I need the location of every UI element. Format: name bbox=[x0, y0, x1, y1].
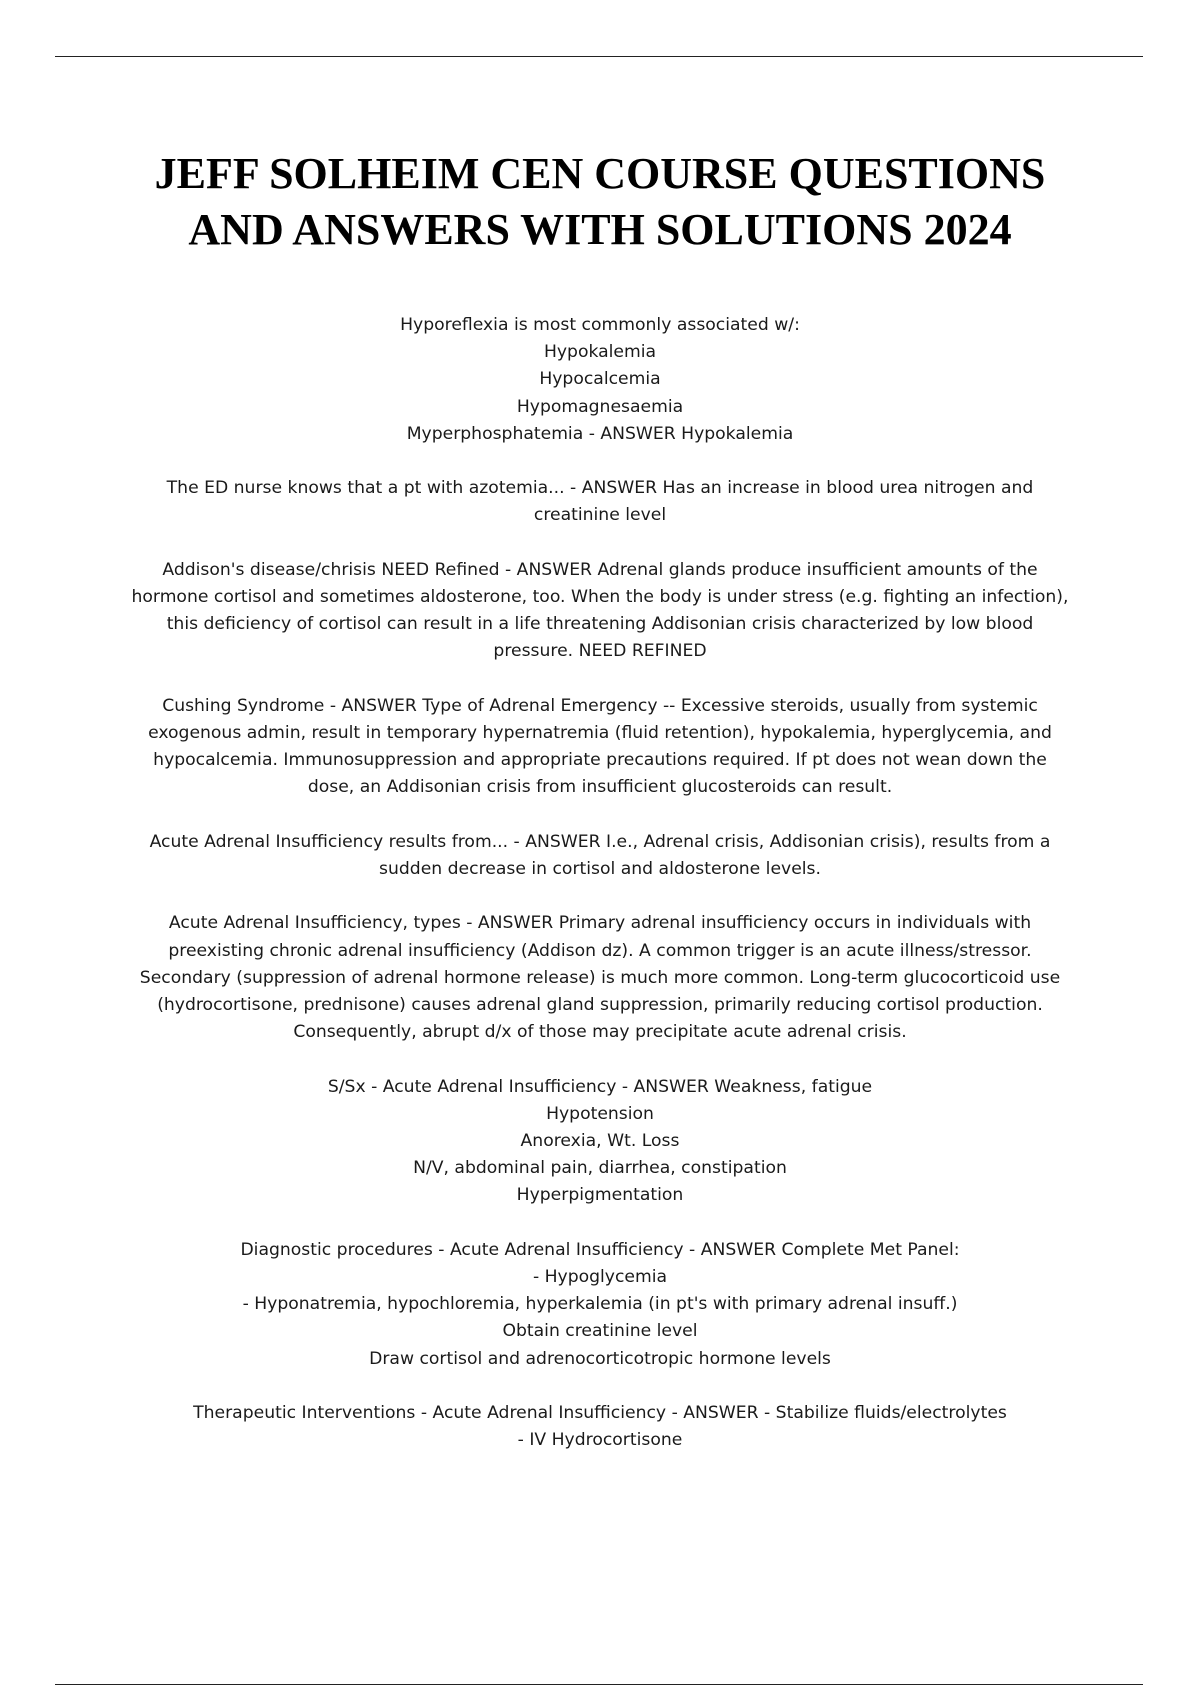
qa-entry bbox=[130, 829, 1070, 883]
qa-entry bbox=[130, 693, 1070, 802]
qa-text-line: Obtain creatinine level bbox=[502, 1321, 698, 1342]
qa-text-line: Hyperpigmentation bbox=[516, 1185, 684, 1206]
qa-entry bbox=[130, 1400, 1070, 1454]
qa-text: Addison's disease/chrisis NEED Refined - ANSWER Adrenal glands produce insufficient amounts of the hormone cortisol and sometimes aldosterone, too. When the body is under stress (e.g. fighting an infection), this deficiency of cortisol can result in a life threatening Addisonian crisis characterized by low blood pressure. NEED REFINED bbox=[131, 559, 1069, 662]
qa-text: S/Sx - Acute Adrenal Insufficiency - ANSWER Weakness, fatigue bbox=[327, 1076, 873, 1097]
qa-text-line: Draw cortisol and adrenocorticotropic hormone levels bbox=[369, 1348, 831, 1369]
qa-text-line: Hypocalcemia bbox=[539, 369, 661, 390]
qa-text-line: Hypokalemia bbox=[543, 342, 657, 363]
qa-text: Hyporeflexia is most commonly associated w/: bbox=[400, 315, 800, 335]
qa-list bbox=[130, 312, 1070, 1482]
qa-text: Cushing Syndrome - ANSWER Type of Adrenal Emergency -- Excessive steroids, usually from systemic exogenous admin, result in temporary hypernatremia (fluid retention), hypokalemia, hyperglycemia, and hypocalcemia. Immunosuppression and appropriate precautions required. If pt does not wean down the dose, an Addisonian crisis from insufficient glucosteroids can result. bbox=[148, 695, 1052, 798]
qa-text-line: - IV Hydrocortisone bbox=[517, 1430, 683, 1451]
qa-text-line: - Hyponatremia, hypochloremia, hyperkalemia (in pt's with primary adrenal insuff.) bbox=[242, 1294, 958, 1315]
qa-text-line: Myperphosphatemia - ANSWER Hypokalemia bbox=[406, 423, 794, 444]
top-rule bbox=[55, 56, 1143, 57]
qa-text-line: Anorexia, Wt. Loss bbox=[520, 1131, 680, 1151]
qa-text: Acute Adrenal Insufficiency, types - ANSWER Primary adrenal insufficiency occurs in individuals with preexisting chronic adrenal insufficiency (Addison dz). A common trigger is an acute illness/stressor. Secondary (suppression of adrenal hormone release) is much more common. Long-term glucocorticoid use (hydrocortisone, prednisone) causes adrenal gland suppression, primarily reducing cortisol production. Consequently, abrupt d/x of those may precipitate acute adrenal crisis. bbox=[139, 913, 1061, 1043]
qa-text-line: Hypomagnesaemia bbox=[516, 396, 684, 417]
qa-entry bbox=[130, 1237, 1070, 1373]
qa-text-line: - Hypoglycemia bbox=[532, 1267, 668, 1287]
qa-entry bbox=[130, 557, 1070, 666]
qa-entry bbox=[130, 475, 1070, 529]
qa-text-line: Hypotension bbox=[546, 1103, 654, 1124]
qa-entry bbox=[130, 910, 1070, 1046]
qa-text: Therapeutic Interventions - Acute Adrenal Insufficiency - ANSWER - Stabilize fluids/electrolytes bbox=[193, 1403, 1007, 1423]
qa-text: Acute Adrenal Insufficiency results from... - ANSWER I.e., Adrenal crisis, Addisonian crisis), results from a sudden decrease in cortisol and aldosterone levels. bbox=[149, 831, 1051, 879]
qa-text-line: N/V, abdominal pain, diarrhea, constipation bbox=[413, 1158, 787, 1179]
qa-text: Diagnostic procedures - Acute Adrenal Insufficiency - ANSWER Complete Met Panel: bbox=[240, 1239, 960, 1260]
qa-text: The ED nurse knows that a pt with azotemia... - ANSWER Has an increase in blood urea nitrogen and creatinine level bbox=[166, 478, 1034, 526]
bottom-rule bbox=[55, 1684, 1143, 1685]
page-title: JEFF SOLHEIM CEN COURSE QUESTIONS AND ANSWERS WITH SOLUTIONS 2024 bbox=[154, 149, 1046, 254]
qa-entry bbox=[130, 1074, 1070, 1210]
qa-entry bbox=[130, 312, 1070, 448]
